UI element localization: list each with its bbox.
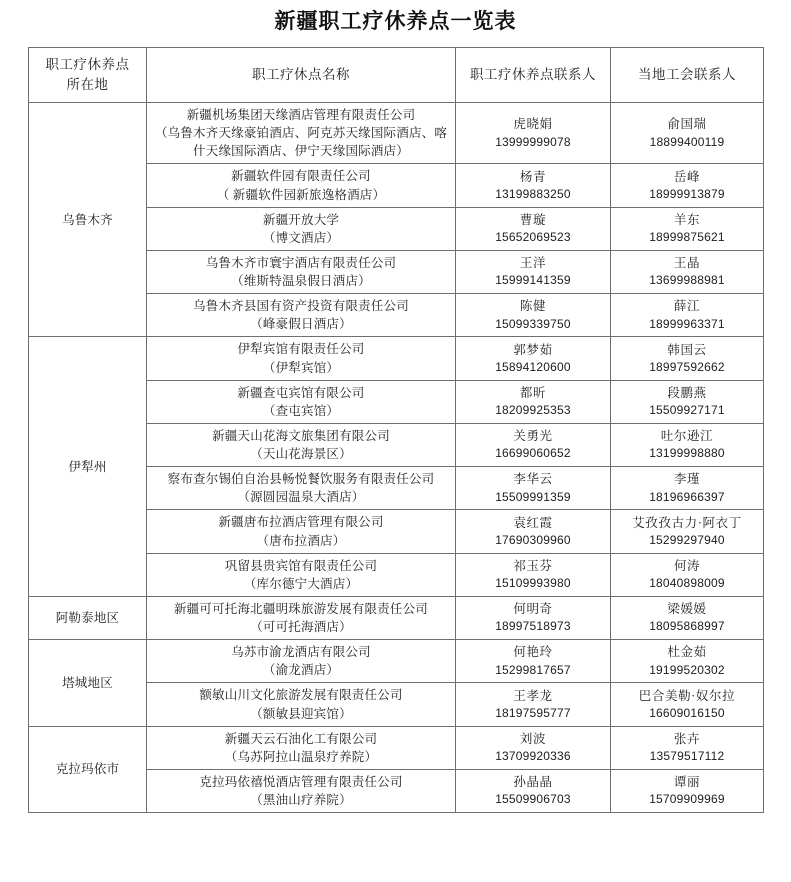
cell-site-contact xyxy=(456,337,611,380)
union-contact-phone: 18999913879 xyxy=(649,186,725,201)
site-name-line: 察布查尔锡伯自治县畅悦餐饮服务有限责任公司 xyxy=(167,472,435,487)
union-contact-phone: 18997592662 xyxy=(649,359,725,374)
cell-site-contact xyxy=(456,769,611,812)
column-header-site-name: 职工疗休点名称 xyxy=(147,48,456,103)
cell-site-contact xyxy=(456,553,611,596)
cell-site-name xyxy=(147,164,456,207)
site-contact-name: 李华云 xyxy=(513,472,553,487)
site-contact-phone: 13709920336 xyxy=(495,749,571,764)
cell-site-name xyxy=(147,294,456,337)
table-row xyxy=(29,103,764,164)
site-contact-phone: 15894120600 xyxy=(495,359,571,374)
union-contact-phone: 13699988981 xyxy=(649,273,725,288)
cell-site-contact xyxy=(456,380,611,423)
site-contact-name: 何艳玲 xyxy=(513,645,553,660)
cell-union-contact xyxy=(611,380,764,423)
column-header-region-line2: 所在地 xyxy=(66,77,109,92)
site-name-line: （峰豪假日酒店） xyxy=(250,317,352,332)
cell-union-contact xyxy=(611,164,764,207)
cell-site-contact xyxy=(456,250,611,293)
cell-union-contact xyxy=(611,337,764,380)
union-contact-phone: 13199998880 xyxy=(649,446,725,461)
site-name-line: 克拉玛依禧悦酒店管理有限责任公司 xyxy=(199,774,403,789)
union-contact-name: 艾孜孜古力·阿衣丁 xyxy=(632,515,742,530)
site-contact-name: 孙晶晶 xyxy=(513,775,553,790)
site-contact-phone: 18197595777 xyxy=(495,705,571,720)
site-name-line: 新疆软件园有限责任公司 xyxy=(231,169,371,184)
cell-site-name xyxy=(147,380,456,423)
union-contact-name: 俞国瑞 xyxy=(667,117,707,132)
union-contact-name: 岳峰 xyxy=(673,169,701,184)
union-contact-name: 巴合美勒·奴尔拉 xyxy=(638,688,736,703)
cell-site-name xyxy=(147,103,456,164)
site-contact-phone: 15652069523 xyxy=(495,230,571,245)
cell-union-contact xyxy=(611,769,764,812)
site-name-line: 什天缘国际酒店、伊宁天缘国际酒店） xyxy=(193,144,409,159)
union-contact-name: 羊东 xyxy=(673,212,701,227)
union-contact-phone: 13579517112 xyxy=(649,749,725,764)
site-name-line: （乌苏阿拉山温泉疗养院） xyxy=(224,749,378,764)
site-contact-name: 刘波 xyxy=(519,731,547,746)
site-name-line: （ 新疆软件园新旅逸格酒店） xyxy=(216,187,386,202)
site-name-line: （查屯宾馆） xyxy=(262,403,340,418)
site-contact-phone: 18209925353 xyxy=(495,403,571,418)
cell-site-contact xyxy=(456,164,611,207)
column-header-region-line1: 职工疗休养点 xyxy=(45,57,130,73)
cell-site-name xyxy=(147,726,456,769)
site-name-line: 乌鲁木齐县国有资产投资有限责任公司 xyxy=(193,299,409,314)
union-contact-name: 杜金茹 xyxy=(667,645,707,660)
site-contact-phone: 15509906703 xyxy=(495,792,571,807)
site-name-line: （库尔德宁大酒店） xyxy=(243,576,359,591)
site-contact-phone: 15099339750 xyxy=(495,316,571,331)
table-header xyxy=(29,48,764,103)
cell-site-contact xyxy=(456,726,611,769)
site-contact-phone: 15109993980 xyxy=(495,576,571,591)
site-name-line: （天山花海景区） xyxy=(250,447,352,461)
union-contact-name: 谭丽 xyxy=(673,775,701,790)
cell-site-contact xyxy=(456,640,611,683)
site-name-line: 新疆可可托海北疆明珠旅游发展有限责任公司 xyxy=(173,601,428,616)
site-contact-phone: 16699060652 xyxy=(495,446,571,461)
site-contact-name: 曹璇 xyxy=(519,212,547,227)
site-contact-name: 祁玉芬 xyxy=(513,558,553,573)
site-name-line: （唐布拉酒店） xyxy=(256,533,346,548)
site-contact-name: 都昕 xyxy=(519,385,547,400)
union-contact-name: 梁媛媛 xyxy=(667,602,707,617)
union-contact-name: 吐尔逊江 xyxy=(660,429,714,444)
cell-site-contact xyxy=(456,596,611,639)
union-contact-name: 何涛 xyxy=(673,558,701,573)
site-name-line: 新疆机场集团天缘酒店管理有限责任公司 xyxy=(186,108,416,122)
union-contact-phone: 18999963371 xyxy=(649,316,725,331)
page-title: 新疆职工疗休养点一览表 xyxy=(274,9,517,33)
table-container xyxy=(0,47,791,813)
cell-region: 乌鲁木齐 xyxy=(29,103,147,337)
union-contact-phone: 19199520302 xyxy=(649,662,725,677)
cell-union-contact xyxy=(611,596,764,639)
cell-site-name xyxy=(147,596,456,639)
cell-union-contact xyxy=(611,103,764,164)
site-contact-phone: 13999999078 xyxy=(495,134,571,149)
cell-site-name xyxy=(147,250,456,293)
cell-union-contact xyxy=(611,683,764,726)
union-contact-name: 薛江 xyxy=(673,299,701,314)
cell-union-contact xyxy=(611,467,764,510)
table-row xyxy=(29,640,764,683)
site-name-line: 乌鲁木齐市寰宇酒店有限责任公司 xyxy=(205,255,397,270)
column-header-site-contact: 职工疗休养点联系人 xyxy=(456,48,611,103)
site-name-line: （博文酒店） xyxy=(262,230,340,245)
site-name-line: （渝龙酒店） xyxy=(262,663,340,678)
table-row xyxy=(29,337,764,380)
site-name-line: 额敏山川文化旅游发展有限责任公司 xyxy=(199,688,403,703)
site-contact-phone: 15299817657 xyxy=(495,662,571,677)
union-contact-name: 李瑾 xyxy=(673,472,701,487)
site-name-line: 新疆查屯宾馆有限公司 xyxy=(237,385,365,400)
table-row xyxy=(29,726,764,769)
union-contact-phone: 18040898009 xyxy=(649,576,725,591)
site-name-line: 新疆开放大学 xyxy=(262,212,340,227)
cell-site-contact xyxy=(456,467,611,510)
cell-site-name xyxy=(147,423,456,466)
cell-union-contact xyxy=(611,207,764,250)
cell-union-contact xyxy=(611,510,764,553)
union-contact-phone: 16609016150 xyxy=(649,705,725,720)
union-contact-phone: 18196966397 xyxy=(649,489,725,504)
cell-union-contact xyxy=(611,294,764,337)
cell-site-name xyxy=(147,683,456,726)
site-name-line: 新疆天山花海文旅集团有限公司 xyxy=(212,428,390,443)
site-contact-phone: 15999141359 xyxy=(495,273,571,288)
union-contact-phone: 18899400119 xyxy=(649,134,725,149)
cell-site-name xyxy=(147,467,456,510)
cell-region: 塔城地区 xyxy=(29,640,147,727)
site-contact-name: 何明奇 xyxy=(513,602,553,617)
site-name-line: 新疆天云石油化工有限公司 xyxy=(224,731,378,746)
cell-union-contact xyxy=(611,250,764,293)
cell-site-name xyxy=(147,337,456,380)
site-name-line: 新疆唐布拉酒店管理有限公司 xyxy=(218,515,384,530)
union-contact-phone: 18999875621 xyxy=(649,230,725,245)
site-contact-name: 虎晓娟 xyxy=(513,117,553,132)
site-contact-name: 关勇光 xyxy=(513,429,553,444)
site-contact-name: 王孝龙 xyxy=(513,688,553,703)
site-contact-phone: 18997518973 xyxy=(495,619,571,634)
cell-region: 阿勒泰地区 xyxy=(29,596,147,639)
cell-union-contact xyxy=(611,640,764,683)
union-contact-name: 王晶 xyxy=(673,256,701,271)
union-contact-phone: 15709909969 xyxy=(649,792,725,807)
site-name-line: （可可托海酒店） xyxy=(250,620,352,634)
site-contact-name: 王洋 xyxy=(519,256,547,271)
site-contact-name: 郭梦茹 xyxy=(513,342,553,357)
site-name-line: 巩留县贵宾馆有限责任公司 xyxy=(224,558,378,573)
cell-site-contact xyxy=(456,103,611,164)
site-name-line: （黑油山疗养院） xyxy=(250,793,352,807)
cell-site-name xyxy=(147,640,456,683)
site-contact-name: 袁红霞 xyxy=(513,515,553,530)
cell-site-contact xyxy=(456,423,611,466)
cell-site-name xyxy=(147,510,456,553)
cell-site-name xyxy=(147,553,456,596)
site-name-line: （源圆园温泉大酒店） xyxy=(237,490,365,505)
union-contact-phone: 18095868997 xyxy=(649,619,725,634)
column-header-union-contact: 当地工会联系人 xyxy=(611,48,764,103)
column-header-region xyxy=(29,48,147,103)
cell-region: 伊犁州 xyxy=(29,337,147,597)
table-header-row xyxy=(29,48,764,103)
union-contact-phone: 15509927171 xyxy=(649,403,725,418)
site-name-line: （维斯特温泉假日酒店） xyxy=(231,274,371,288)
cell-site-contact xyxy=(456,207,611,250)
cell-union-contact xyxy=(611,423,764,466)
site-name-line: 伊犁宾馆有限责任公司 xyxy=(237,342,365,357)
site-contact-name: 陈健 xyxy=(519,299,547,314)
cell-site-contact xyxy=(456,683,611,726)
site-contact-name: 杨青 xyxy=(519,169,547,184)
cell-site-name xyxy=(147,769,456,812)
site-name-line: （伊犁宾馆） xyxy=(262,360,340,375)
union-contact-name: 韩国云 xyxy=(667,342,707,357)
cell-site-name xyxy=(147,207,456,250)
site-name-line: 乌苏市渝龙酒店有限公司 xyxy=(231,645,371,660)
site-contact-phone: 17690309960 xyxy=(495,532,571,547)
table-row xyxy=(29,596,764,639)
cell-site-contact xyxy=(456,294,611,337)
cell-site-contact xyxy=(456,510,611,553)
recuperation-sites-table xyxy=(28,47,764,813)
union-contact-name: 段鹏燕 xyxy=(667,385,707,400)
table-body xyxy=(29,103,764,813)
site-name-line: （额敏县迎宾馆） xyxy=(250,706,352,721)
cell-region: 克拉玛依市 xyxy=(29,726,147,813)
site-name-line: （乌鲁木齐天缘豪铂酒店、阿克苏天缘国际酒店、喀 xyxy=(154,126,448,141)
union-contact-name: 张卉 xyxy=(673,731,701,746)
site-contact-phone: 15509991359 xyxy=(495,489,571,504)
site-contact-phone: 13199883250 xyxy=(495,186,571,201)
union-contact-phone: 15299297940 xyxy=(649,532,725,547)
cell-union-contact xyxy=(611,553,764,596)
cell-union-contact xyxy=(611,726,764,769)
